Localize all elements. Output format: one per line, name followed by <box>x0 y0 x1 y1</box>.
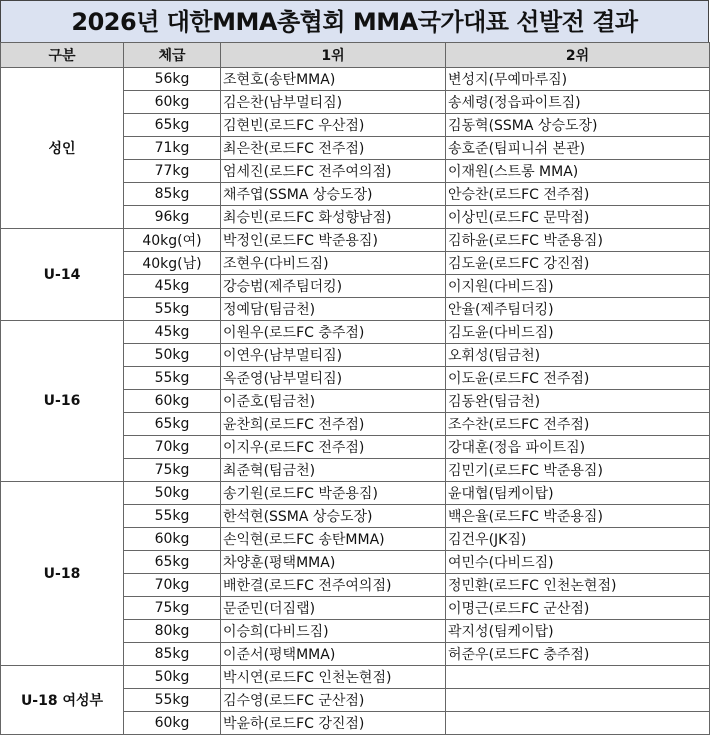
first-place-cell: 최준혁(팀금천) <box>221 459 446 482</box>
second-place-cell: 이명근(로드FC 군산점) <box>446 597 710 620</box>
second-place-cell: 김동완(팀금천) <box>446 390 710 413</box>
second-place-cell: 이지원(다비드짐) <box>446 275 710 298</box>
first-place-cell: 박정인(로드FC 박준용짐) <box>221 229 446 252</box>
first-place-cell: 김은찬(남부멀티짐) <box>221 91 446 114</box>
weight-class-cell: 80kg <box>124 620 221 643</box>
weight-class-cell: 65kg <box>124 551 221 574</box>
first-place-cell: 윤찬희(로드FC 전주점) <box>221 413 446 436</box>
second-place-cell: 윤대협(팀케이탑) <box>446 482 710 505</box>
first-place-cell: 차양훈(평택MMA) <box>221 551 446 574</box>
weight-class-cell: 75kg <box>124 597 221 620</box>
first-place-cell: 이지우(로드FC 전주점) <box>221 436 446 459</box>
second-place-cell <box>446 689 710 712</box>
second-place-cell: 김도윤(다비드짐) <box>446 321 710 344</box>
second-place-cell: 송호준(팀피니쉬 본관) <box>446 137 710 160</box>
second-place-cell: 이상민(로드FC 문막점) <box>446 206 710 229</box>
weight-class-cell: 60kg <box>124 712 221 735</box>
first-place-cell: 이준호(팀금천) <box>221 390 446 413</box>
table-row <box>1 666 710 689</box>
page-title: 2026년 대한MMA총협회 MMA국가대표 선발전 결과 <box>0 0 709 42</box>
first-place-cell: 강승범(제주팀더킹) <box>221 275 446 298</box>
second-place-cell: 강대훈(정읍 파이트짐) <box>446 436 710 459</box>
table-row <box>1 68 710 91</box>
first-place-cell: 박윤하(로드FC 강진점) <box>221 712 446 735</box>
weight-class-cell: 60kg <box>124 91 221 114</box>
header-second-place: 2위 <box>446 43 710 68</box>
second-place-cell: 안승찬(로드FC 전주점) <box>446 183 710 206</box>
second-place-cell: 안율(제주팀더킹) <box>446 298 710 321</box>
table-body <box>1 68 710 735</box>
first-place-cell: 조현호(송탄MMA) <box>221 68 446 91</box>
first-place-cell: 옥준영(남부멀티짐) <box>221 367 446 390</box>
first-place-cell: 박시연(로드FC 인천논현점) <box>221 666 446 689</box>
weight-class-cell: 60kg <box>124 528 221 551</box>
second-place-cell: 김민기(로드FC 박준용짐) <box>446 459 710 482</box>
header-division: 구분 <box>1 43 124 68</box>
weight-class-cell: 55kg <box>124 505 221 528</box>
weight-class-cell: 85kg <box>124 183 221 206</box>
first-place-cell: 이원우(로드FC 충주점) <box>221 321 446 344</box>
division-cell: U-16 <box>1 321 124 482</box>
table-row <box>1 482 710 505</box>
second-place-cell <box>446 712 710 735</box>
first-place-cell: 이승희(다비드짐) <box>221 620 446 643</box>
first-place-cell: 이연우(남부멀티짐) <box>221 344 446 367</box>
second-place-cell: 변성지(무예마루짐) <box>446 68 710 91</box>
second-place-cell: 여민수(다비드짐) <box>446 551 710 574</box>
weight-class-cell: 45kg <box>124 321 221 344</box>
first-place-cell: 손익현(로드FC 송탄MMA) <box>221 528 446 551</box>
second-place-cell: 정민환(로드FC 인천논현점) <box>446 574 710 597</box>
first-place-cell: 엄세진(로드FC 전주여의점) <box>221 160 446 183</box>
second-place-cell: 김도윤(로드FC 강진점) <box>446 252 710 275</box>
second-place-cell: 오휘성(팀금천) <box>446 344 710 367</box>
first-place-cell: 이준서(평택MMA) <box>221 643 446 666</box>
division-cell: U-18 여성부 <box>1 666 124 735</box>
first-place-cell: 김수영(로드FC 군산점) <box>221 689 446 712</box>
first-place-cell: 정예담(팀금천) <box>221 298 446 321</box>
table-row <box>1 229 710 252</box>
weight-class-cell: 45kg <box>124 275 221 298</box>
weight-class-cell: 96kg <box>124 206 221 229</box>
weight-class-cell: 55kg <box>124 298 221 321</box>
header-first-place: 1위 <box>221 43 446 68</box>
weight-class-cell: 55kg <box>124 689 221 712</box>
second-place-cell: 송세령(정읍파이트짐) <box>446 91 710 114</box>
division-cell: U-14 <box>1 229 124 321</box>
second-place-cell: 김하윤(로드FC 박준용짐) <box>446 229 710 252</box>
weight-class-cell: 85kg <box>124 643 221 666</box>
weight-class-cell: 75kg <box>124 459 221 482</box>
weight-class-cell: 65kg <box>124 413 221 436</box>
second-place-cell: 김건우(JK짐) <box>446 528 710 551</box>
first-place-cell: 최승빈(로드FC 화성향남점) <box>221 206 446 229</box>
weight-class-cell: 70kg <box>124 574 221 597</box>
first-place-cell: 김현빈(로드FC 우산점) <box>221 114 446 137</box>
results-table <box>0 42 710 735</box>
second-place-cell: 이재원(스트롱 MMA) <box>446 160 710 183</box>
header-weight-class: 체급 <box>124 43 221 68</box>
first-place-cell: 문준민(더짐랩) <box>221 597 446 620</box>
second-place-cell: 김동혁(SSMA 상승도장) <box>446 114 710 137</box>
first-place-cell: 최은찬(로드FC 전주점) <box>221 137 446 160</box>
second-place-cell: 이도윤(로드FC 전주점) <box>446 367 710 390</box>
second-place-cell <box>446 666 710 689</box>
weight-class-cell: 50kg <box>124 482 221 505</box>
weight-class-cell: 55kg <box>124 367 221 390</box>
table-header-row <box>1 43 710 68</box>
first-place-cell: 조현우(다비드짐) <box>221 252 446 275</box>
division-cell: 성인 <box>1 68 124 229</box>
first-place-cell: 배한결(로드FC 전주여의점) <box>221 574 446 597</box>
first-place-cell: 한석현(SSMA 상승도장) <box>221 505 446 528</box>
division-cell: U-18 <box>1 482 124 666</box>
second-place-cell: 곽지성(팀케이탑) <box>446 620 710 643</box>
second-place-cell: 허준우(로드FC 충주점) <box>446 643 710 666</box>
weight-class-cell: 70kg <box>124 436 221 459</box>
weight-class-cell: 60kg <box>124 390 221 413</box>
weight-class-cell: 50kg <box>124 666 221 689</box>
first-place-cell: 송기원(로드FC 박준용짐) <box>221 482 446 505</box>
weight-class-cell: 40kg(남) <box>124 252 221 275</box>
weight-class-cell: 71kg <box>124 137 221 160</box>
second-place-cell: 백은율(로드FC 박준용짐) <box>446 505 710 528</box>
weight-class-cell: 50kg <box>124 344 221 367</box>
weight-class-cell: 56kg <box>124 68 221 91</box>
weight-class-cell: 77kg <box>124 160 221 183</box>
weight-class-cell: 40kg(여) <box>124 229 221 252</box>
weight-class-cell: 65kg <box>124 114 221 137</box>
first-place-cell: 채주엽(SSMA 상승도장) <box>221 183 446 206</box>
table-row <box>1 321 710 344</box>
second-place-cell: 조수찬(로드FC 전주점) <box>446 413 710 436</box>
